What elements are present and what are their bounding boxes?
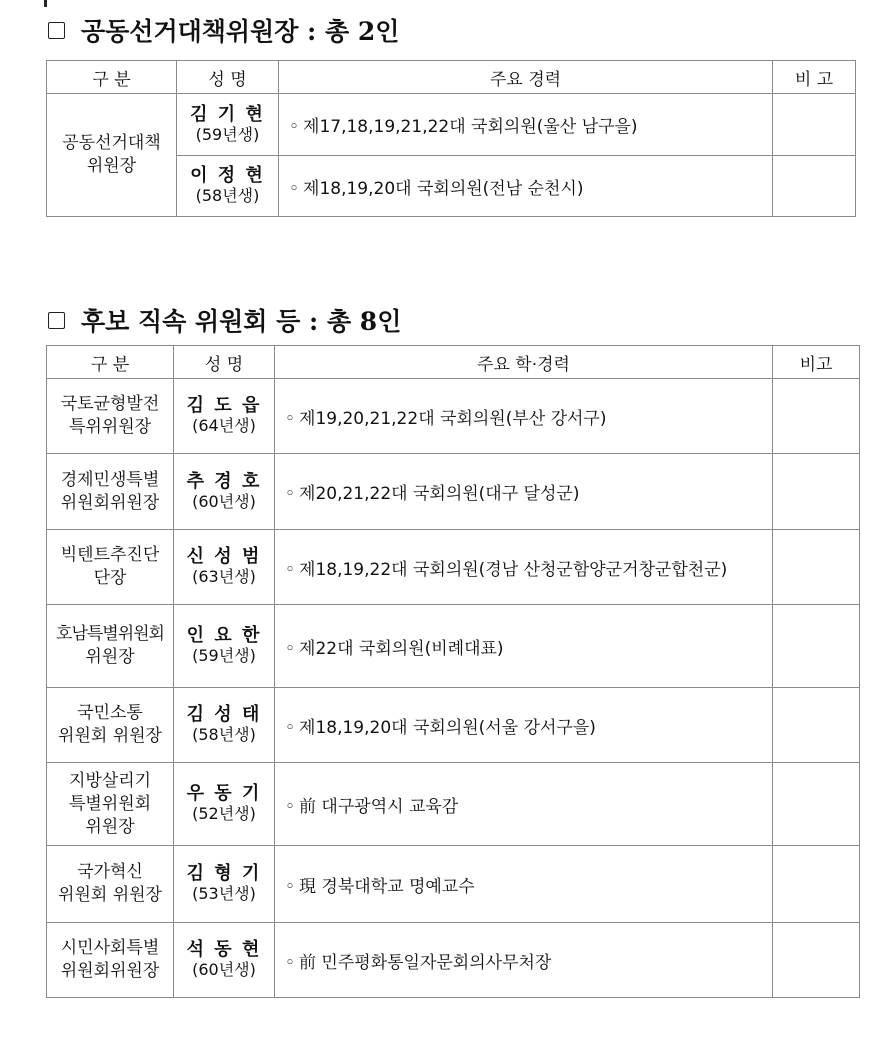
category-line: 지방살리기 [68, 770, 152, 791]
bullet-icon: ◦ [285, 484, 296, 504]
career-text: 前 대구광역시 교육감 [299, 796, 459, 817]
birth-year: (63년생) [192, 567, 256, 586]
category-line: 위원회 위원장 [58, 726, 162, 746]
table-row [47, 688, 860, 763]
note-cell [773, 605, 860, 688]
category-cell [47, 379, 174, 454]
header-note: 비 고 [773, 61, 856, 94]
name-cell [177, 156, 279, 217]
career-cell [275, 530, 773, 605]
person-name: 김 성 태 [186, 704, 262, 725]
name-cell [174, 688, 275, 763]
career-text: 제18,19,22대 국회의원(경남 산청군함양군거창군합천군) [299, 559, 728, 580]
header-note: 비고 [773, 346, 860, 379]
name-cell [174, 763, 275, 846]
category-line: 시민사회특별 [60, 938, 160, 958]
career-text: 제19,20,21,22대 국회의원(부산 강서구) [299, 408, 607, 429]
category-line: 위원회 위원장 [58, 885, 162, 905]
person-name: 우 동 기 [186, 783, 262, 804]
birth-year: (64년생) [192, 416, 256, 435]
category-line: 빅텐트추진단 [60, 545, 160, 565]
career-cell [275, 923, 773, 998]
category-cell [47, 846, 174, 923]
career-text: 제18,19,20대 국회의원(전남 순천시) [303, 178, 584, 199]
note-cell [773, 379, 860, 454]
category-line: 특위위원장 [68, 417, 152, 437]
career-text: 제20,21,22대 국회의원(대구 달성군) [299, 484, 580, 504]
table-row [47, 379, 860, 454]
category-line: 공동선거대책 [62, 133, 161, 153]
checkbox-square-icon [48, 312, 65, 329]
header-career: 주요 경력 [279, 61, 773, 94]
career-text: 제22대 국회의원(비례대표) [299, 638, 504, 659]
birth-year: (58년생) [195, 186, 260, 205]
career-cell [275, 605, 773, 688]
table-row [47, 846, 860, 923]
section2-table [46, 345, 860, 998]
bullet-icon: ◦ [285, 638, 296, 659]
category-line: 단장 [93, 568, 127, 588]
birth-year: (59년생) [195, 124, 260, 144]
bullet-icon: ◦ [289, 178, 300, 199]
career-text: 現 경북대학교 명예교수 [299, 876, 475, 897]
note-cell [773, 530, 860, 605]
career-cell [279, 156, 773, 217]
birth-year: (52년생) [192, 804, 256, 823]
birth-year: (60년생) [192, 960, 256, 979]
person-name: 김 기 현 [190, 103, 265, 125]
category-line: 위원장 [85, 647, 135, 667]
category-line: 특별위원회 [68, 793, 152, 814]
note-cell [773, 454, 860, 530]
career-cell [275, 846, 773, 923]
note-cell [773, 94, 856, 156]
category-cell [47, 688, 174, 763]
header-category: 구 분 [47, 346, 174, 379]
career-cell [275, 763, 773, 846]
top-margin-mark [44, 0, 47, 7]
table-header-row [47, 346, 860, 379]
bullet-icon: ◦ [285, 796, 296, 817]
birth-year: (60년생) [192, 491, 256, 511]
category-line: 경제민생특별 [60, 469, 160, 490]
name-cell [174, 530, 275, 605]
section1-title [48, 12, 399, 48]
section2-title [48, 302, 401, 338]
bullet-icon: ◦ [285, 559, 296, 580]
category-cell [47, 454, 174, 530]
note-cell [773, 763, 860, 846]
header-name: 성 명 [174, 346, 275, 379]
category-line: 위원회위원장 [60, 961, 160, 981]
birth-year: (59년생) [192, 646, 256, 665]
header-category: 구 분 [47, 61, 177, 94]
career-text: 제17,18,19,21,22대 국회의원(울산 남구을) [303, 117, 638, 137]
career-cell [275, 454, 773, 530]
career-text: 제18,19,20대 국회의원(서울 강서구을) [299, 717, 596, 738]
header-name: 성 명 [177, 61, 279, 94]
birth-year: (53년생) [192, 884, 256, 903]
bullet-icon: ◦ [285, 717, 296, 738]
checkbox-square-icon [48, 22, 65, 39]
category-line: 위원장 [86, 156, 137, 176]
category-line: 국민소통 [77, 703, 143, 723]
bullet-icon: ◦ [285, 876, 296, 897]
table-row [47, 763, 860, 846]
table-row [47, 530, 860, 605]
career-cell [275, 379, 773, 454]
category-line: 위원회위원장 [60, 492, 160, 513]
category-line: 호남특별위원회 [56, 624, 164, 644]
person-name: 김 형 기 [186, 863, 262, 884]
note-cell [773, 846, 860, 923]
bullet-icon: ◦ [285, 952, 296, 973]
person-name: 인 요 한 [186, 625, 262, 646]
category-cell [47, 923, 174, 998]
note-cell [773, 688, 860, 763]
name-cell [174, 846, 275, 923]
category-cell [47, 94, 177, 217]
note-cell [773, 156, 856, 217]
table-header-row [47, 61, 856, 94]
name-cell [177, 94, 279, 156]
section1-table [46, 60, 856, 217]
category-cell [47, 530, 174, 605]
career-cell [275, 688, 773, 763]
bullet-icon: ◦ [285, 408, 296, 429]
name-cell [174, 379, 275, 454]
category-line: 국가혁신 [77, 862, 143, 882]
bullet-icon: ◦ [289, 117, 300, 137]
section2-title-text: 후보 직속 위원회 등 : 총 8인 [81, 307, 402, 336]
career-text: 前 민주평화통일자문회의사무처장 [299, 952, 552, 973]
category-line: 위원장 [85, 816, 135, 837]
category-line: 국토균형발전 [60, 394, 160, 414]
person-name: 신 성 범 [186, 546, 262, 567]
birth-year: (58년생) [192, 725, 256, 744]
name-cell [174, 923, 275, 998]
table-row [47, 923, 860, 998]
table-row [47, 605, 860, 688]
table-row [47, 454, 860, 530]
name-cell [174, 454, 275, 530]
name-cell [174, 605, 275, 688]
table-row [47, 94, 856, 156]
person-name: 추 경 호 [186, 470, 262, 492]
career-cell [279, 94, 773, 156]
category-cell [47, 763, 174, 846]
section1-title-text: 공동선거대책위원장 : 총 2인 [81, 17, 400, 46]
person-name: 석 동 현 [186, 939, 262, 960]
person-name: 김 도 읍 [186, 395, 262, 416]
header-career: 주요 학·경력 [275, 346, 773, 379]
category-cell [47, 605, 174, 688]
note-cell [773, 923, 860, 998]
person-name: 이 정 현 [190, 165, 265, 186]
